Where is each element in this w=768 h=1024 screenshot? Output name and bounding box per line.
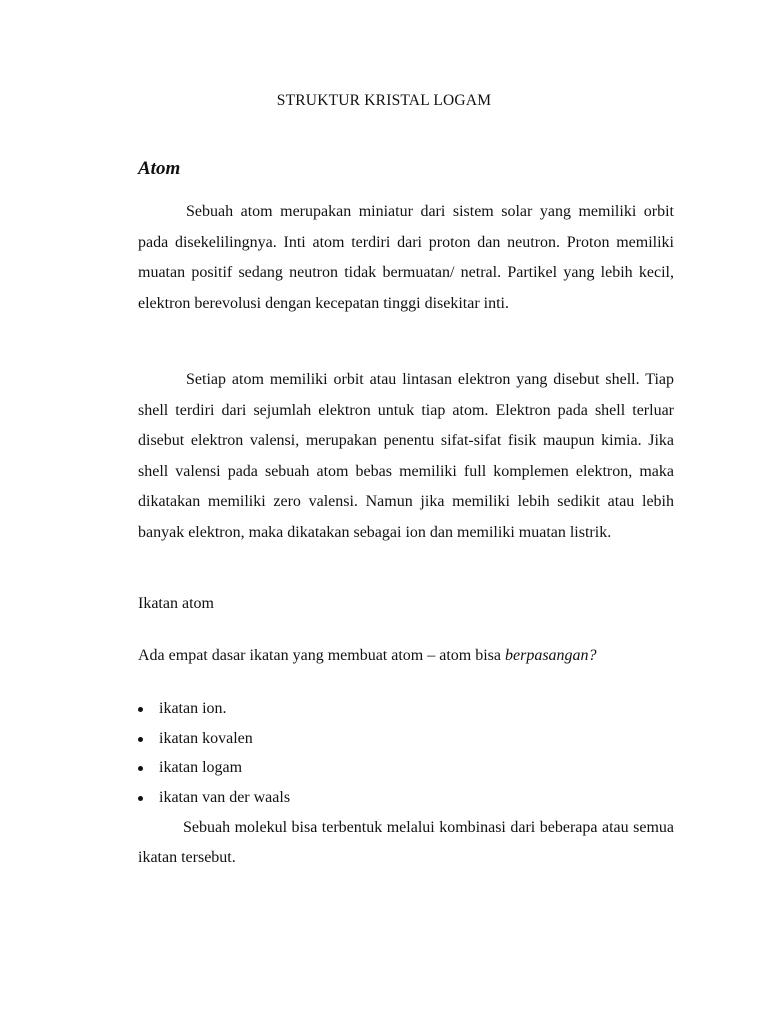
bond-intro-italic: berpasangan? xyxy=(505,647,597,664)
list-item xyxy=(138,786,290,816)
subheading-ikatan-atom: Ikatan atom xyxy=(138,595,214,612)
bullet-icon xyxy=(138,707,143,712)
page-title: STRUKTUR KRISTAL LOGAM xyxy=(276,92,492,109)
list-item xyxy=(138,697,290,727)
list-item xyxy=(138,727,290,757)
bond-intro-text xyxy=(138,647,597,665)
bond-type-list xyxy=(138,697,290,815)
paragraph-molecule-formation: Sebuah molekul bisa terbentuk melalui kombinasi dari beberapa atau semua ikatan tersebut. xyxy=(138,819,674,866)
list-item-label: ikatan logam xyxy=(159,759,243,776)
section-heading-atom: Atom xyxy=(138,158,181,179)
bullet-icon xyxy=(138,796,143,801)
bullet-icon xyxy=(138,766,143,771)
list-item-label: ikatan van der waals xyxy=(159,788,291,806)
bond-intro-plain: Ada empat dasar ikatan yang membuat atom – atom bisa xyxy=(138,647,505,664)
list-item-label: ikatan kovalen xyxy=(159,729,253,747)
paragraph-atom-description: Sebuah atom merupakan miniatur dari sistem solar yang memiliki orbit pada disekelilingnya. Inti atom terdiri dari proton dan neutron. Proton memiliki muatan positif sedang neutron tidak bermuatan/ netral. Partikel yang lebih kecil, elektron berevolusi dengan kecepatan tinggi disekitar inti. xyxy=(138,203,674,312)
list-item xyxy=(138,756,290,786)
bullet-icon xyxy=(138,737,143,742)
paragraph-shell-description: Setiap atom memiliki orbit atau lintasan elektron yang disebut shell. Tiap shell terdiri dari sejumlah elektron untuk tiap atom. Elektron pada shell terluar disebut elektron valensi, merupakan penentu sifat-sifat fisik maupun kimia. Jika shell valensi pada sebuah atom bebas memiliki full komplemen elektron, maka dikatakan memiliki zero valensi. Namun jika memiliki lebih sedikit atau lebih banyak elektron, maka dikatakan sebagai ion dan memiliki muatan listrik. xyxy=(138,371,674,541)
list-item-label: ikatan ion. xyxy=(159,700,227,717)
